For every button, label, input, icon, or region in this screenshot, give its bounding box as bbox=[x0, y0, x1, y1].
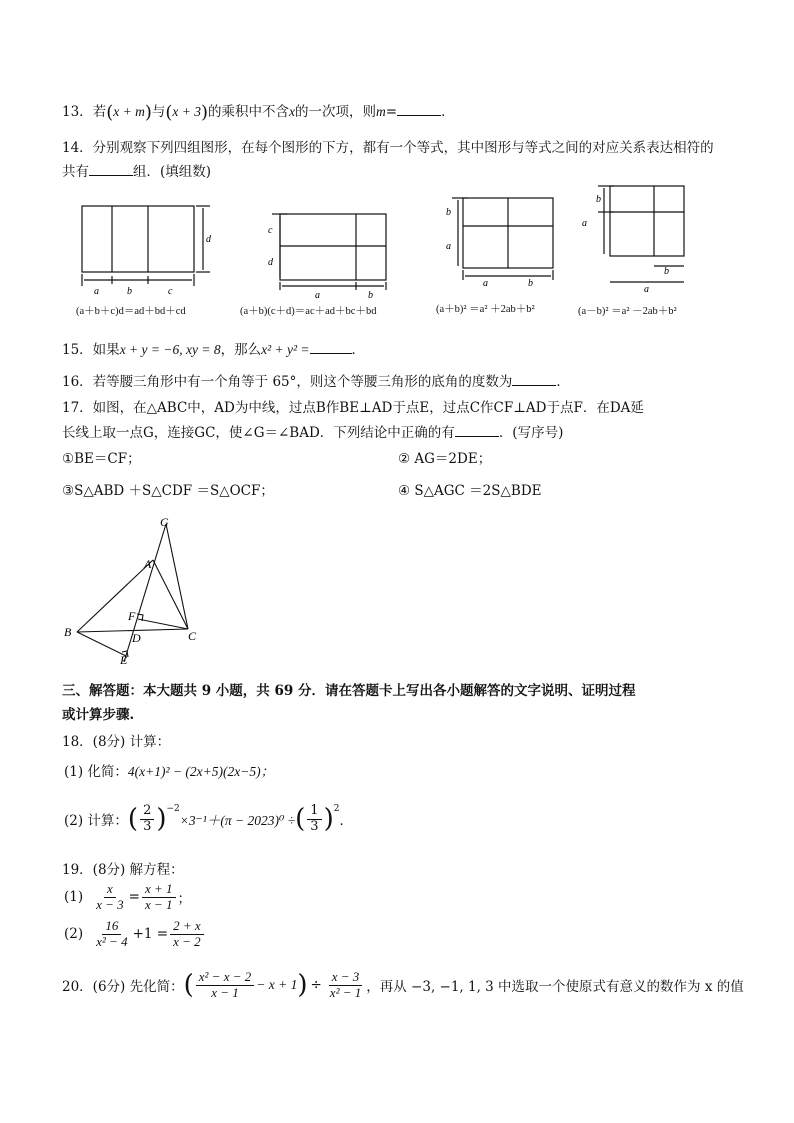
q14-figures bbox=[70, 182, 710, 322]
q18-part-2: (2) 计算： ( $\frac{2}{3}$ ) $^{-2}$ ×3⁻¹＋(π − 2023)⁰ ÷ ( $\frac{1}{3}$ ) $^2$ ． bbox=[64, 803, 353, 835]
fig1-caption: (a＋b＋c)d＝ad＋bd＋cd bbox=[76, 306, 186, 317]
q20-fraction-2: $\frac{x - 3}{\text{x² − 1}}$ bbox=[329, 969, 362, 1000]
point-c: C bbox=[188, 629, 197, 643]
q13-eq: = bbox=[385, 104, 398, 120]
q18-exp-1: −2 bbox=[166, 804, 180, 814]
q18-p2-label: (2) 计算： bbox=[64, 813, 128, 830]
q15-expr: x² + y² = bbox=[261, 342, 310, 357]
point-g: G bbox=[160, 516, 169, 529]
q16-answer-blank[interactable] bbox=[512, 371, 556, 386]
fig2-label-a: a bbox=[315, 290, 320, 301]
question-17-line-2 bbox=[62, 421, 563, 441]
q19-p1-eq: = bbox=[128, 889, 140, 906]
section-3-heading-line-1: 三、解答题：本大题共 9 小题，共 69 分．请在答题卡上写出各小题解答的文字说明、证明过程 bbox=[62, 683, 636, 699]
fig2-label-c: c bbox=[268, 225, 273, 236]
q19-p2-label: (2) bbox=[64, 926, 84, 943]
q13-text-3: 的乘积中不含 bbox=[208, 104, 290, 120]
q17-triangle-figure bbox=[60, 516, 210, 668]
q17-option-3: ③S△ABD ＋S△CDF ＝S△OCF； bbox=[62, 483, 274, 499]
q19-p1-left-fraction: $\frac{x}{x - 3}$ bbox=[96, 881, 124, 912]
question-15 bbox=[62, 338, 365, 358]
q16-end: ． bbox=[556, 374, 570, 390]
q14-text-b: 组．(填组数) bbox=[133, 164, 212, 180]
fig3-label-a-bottom: a bbox=[483, 278, 488, 289]
section-3-heading-line-2: 或计算步骤. bbox=[62, 707, 135, 723]
q17-line-1: 17．如图，在△ABC中，AD为中线，过点B作BE⊥AD于点E，过点C作CF⊥AD于点F．在DA延 bbox=[62, 400, 644, 416]
fig3-caption: (a＋b)² ＝a² ＋2ab＋b² bbox=[436, 304, 535, 315]
q13-m: m bbox=[376, 104, 386, 119]
q14-answer-blank[interactable] bbox=[89, 161, 133, 176]
point-d: D bbox=[132, 631, 141, 645]
question-16 bbox=[62, 370, 570, 390]
q15-end: ． bbox=[351, 342, 366, 358]
q13-text-4: 的一次项，则 bbox=[295, 104, 377, 120]
q17-text-a: 长线上取一点G，连接GC，使∠G＝∠BAD．下列结论中正确的有 bbox=[62, 425, 455, 441]
q18-head: 18．(8分) 计算： bbox=[62, 734, 171, 750]
fig4-label-a-bottom: a bbox=[644, 284, 649, 295]
q20-fraction-1: $\frac{\text{x² − x − 2}}{x - 1}$ bbox=[196, 970, 254, 1001]
fig1-label-d: d bbox=[206, 234, 211, 245]
q17-option-4: ④ S△AGC ＝2S△BDE bbox=[398, 483, 542, 499]
fig1-label-c: c bbox=[168, 286, 173, 297]
q18-p2-end: ． bbox=[339, 813, 353, 830]
figure-4 bbox=[598, 186, 684, 282]
q15-cond: x + y = −6, xy = 8 bbox=[119, 342, 221, 357]
q17-option-1: ①BE＝CF； bbox=[62, 451, 141, 467]
q14-line-1: 14．分别观察下列四组图形，在每个图形的下方，都有一个等式，其中图形与等式之间的对应关系表达相符的 bbox=[62, 140, 714, 156]
q19-p1-end: ； bbox=[177, 891, 192, 908]
fig2-label-d: d bbox=[268, 257, 273, 268]
q18-fraction-2: $\frac{1}{3}$ bbox=[307, 804, 321, 835]
q19-p1-right-fraction: $\frac{x + 1}{x - 1}$ bbox=[142, 882, 176, 913]
q19-part-1 bbox=[64, 882, 191, 913]
q19-head: 19．(8分) 解方程： bbox=[62, 862, 184, 878]
point-a: A bbox=[144, 557, 152, 571]
fig3-label-b-left: b bbox=[446, 207, 451, 218]
question-13: 13．若(x + m)与(x + 3)的乘积中不含x的一次项，则m= ． bbox=[62, 102, 455, 123]
q18-exp-2: 2 bbox=[333, 804, 340, 814]
q17-answer-blank[interactable] bbox=[455, 422, 499, 437]
q17-text-b: ．(写序号) bbox=[498, 425, 564, 441]
q13-factor-2: x + 3 bbox=[172, 104, 201, 119]
q15-mid: ，那么 bbox=[220, 342, 262, 358]
q14-text-a: 共有 bbox=[62, 164, 89, 180]
fig4-label-b-bottom: b bbox=[664, 266, 669, 277]
question-20: 20．(6分) 先化简： ( $\frac{\text{x² − x − 2}}{x - 1}$ − x + 1 ) ÷ $\frac{x - 3}{\text{x² − 1}}$ ，再从 −3, −1, 1, 3 中选取一个使原式有意义的数作为 x 的值 bbox=[62, 969, 744, 1001]
q18-fraction-1: $\frac{2}{3}$ bbox=[140, 804, 154, 835]
q19-part-2 bbox=[64, 919, 206, 950]
fig1-label-b: b bbox=[127, 286, 132, 297]
q17-option-2: ② AG＝2DE； bbox=[398, 451, 492, 467]
q13-number: 13． bbox=[62, 104, 93, 120]
q19-p2-left-fraction: $\frac{16}{\text{x² − 4}}$ bbox=[96, 918, 128, 949]
q18-p2-mid: ×3⁻¹＋(π − 2023)⁰ ÷ bbox=[179, 813, 296, 829]
q20-mid: − x + 1 bbox=[256, 977, 298, 993]
q13-factor-1: x + m bbox=[113, 104, 145, 119]
q15-number: 15．如果 bbox=[62, 342, 120, 358]
q13-text-1: 若 bbox=[92, 104, 107, 120]
fig4-label-a-left: a bbox=[582, 218, 587, 229]
q15-answer-blank[interactable] bbox=[310, 339, 352, 354]
q18-p1-expr: 4(x+1)² − (2x+5)(2x−5)； bbox=[127, 764, 275, 779]
point-f: F bbox=[128, 609, 136, 623]
figure-1 bbox=[82, 206, 210, 286]
q20-div: ÷ bbox=[310, 977, 322, 994]
fig1-label-a: a bbox=[94, 286, 99, 297]
q13-answer-blank[interactable] bbox=[397, 101, 441, 116]
figure-2 bbox=[272, 214, 386, 290]
question-14-line-2 bbox=[62, 160, 211, 180]
q20-head: 20．(6分) 先化简： bbox=[62, 979, 184, 996]
q16-text: 16．若等腰三角形中有一个角等于 65°，则这个等腰三角形的底角的度数为 bbox=[62, 374, 513, 390]
figure-3 bbox=[452, 198, 553, 280]
q18-part-1 bbox=[64, 760, 274, 780]
point-b: B bbox=[64, 625, 72, 639]
q20-tail: ，再从 −3, −1, 1, 3 中选取一个使原式有意义的数作为 x 的值 bbox=[366, 979, 744, 996]
point-e: E bbox=[120, 653, 128, 667]
q13-end: ． bbox=[441, 104, 455, 120]
fig2-label-b: b bbox=[368, 290, 373, 301]
q19-p2-right-fraction: $\frac{2 + x}{x - 2}$ bbox=[170, 919, 204, 950]
q18-p1-label: (1) 化简： bbox=[64, 764, 128, 780]
fig3-label-a-left: a bbox=[446, 241, 451, 252]
q19-p2-plus: +1 = bbox=[132, 926, 169, 943]
q19-p1-label: (1) bbox=[64, 889, 84, 906]
q13-text-2: 与 bbox=[151, 104, 166, 120]
fig2-caption: (a＋b)(c＋d)＝ac＋ad＋bc＋bd bbox=[240, 306, 377, 317]
fig3-label-b-bottom: b bbox=[528, 278, 533, 289]
fig4-caption: (a－b)² ＝a² －2ab＋b² bbox=[578, 306, 677, 317]
q13-var: x bbox=[289, 104, 296, 119]
fig4-label-b-left: b bbox=[596, 194, 601, 205]
